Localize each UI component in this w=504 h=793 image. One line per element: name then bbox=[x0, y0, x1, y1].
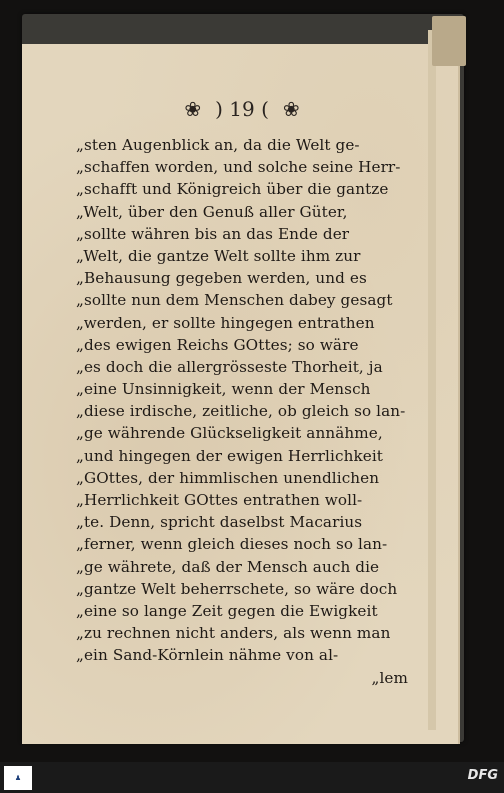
text-line: „diese irdische, zeitliche, ob gleich so lan- bbox=[76, 402, 406, 421]
cover-corner bbox=[432, 16, 466, 66]
text-line: „es doch die allergrösseste Thorheit, ja bbox=[76, 357, 383, 376]
library-logo-icon[interactable]: ♟ bbox=[4, 766, 32, 790]
text-line: „GOttes, der himmlischen unendlichen bbox=[76, 468, 380, 487]
flower-ornament-icon: ❀ bbox=[282, 97, 300, 121]
text-line: „schaffen worden, und solche seine Herr- bbox=[76, 158, 401, 177]
text-line: „sollte nun dem Menschen dabey gesagt bbox=[76, 291, 393, 310]
text-line: „gantze Welt beherrschete, so wäre doch bbox=[76, 579, 398, 598]
text-line: „werden, er sollte hingegen entrathen bbox=[76, 313, 375, 332]
text-line: „schafft und Königreich über die gantze bbox=[76, 180, 389, 199]
book-page bbox=[22, 44, 460, 744]
text-line: „des ewigen Reichs GOttes; so wäre bbox=[76, 335, 359, 354]
text-line: „eine so lange Zeit gegen die Ewigkeit bbox=[76, 601, 378, 620]
text-line: „Welt, über den Genuß aller Güter, bbox=[76, 202, 348, 221]
text-line: „ge währende Glückseligkeit annähme, bbox=[76, 424, 383, 443]
text-line: „eine Unsinnigkeit, wenn der Mensch bbox=[76, 380, 371, 399]
catchword: „lem bbox=[371, 668, 408, 687]
text-line: „ein Sand-Körnlein nähme von al- bbox=[76, 646, 339, 665]
page-header bbox=[162, 94, 322, 124]
text-line: „Behausung gegeben werden, und es bbox=[76, 269, 367, 288]
body-text bbox=[76, 134, 408, 689]
text-line: „sollte währen bis an das Ende der bbox=[76, 224, 350, 243]
flower-ornament-icon: ❀ bbox=[184, 97, 202, 121]
text-line: „sten Augenblick an, da die Welt ge- bbox=[76, 136, 360, 154]
dfg-logo[interactable]: DFG bbox=[467, 768, 498, 783]
text-line: „Welt, die gantze Welt sollte ihm zur bbox=[76, 246, 361, 265]
text-line: „und hingegen der ewigen Herrlichkeit bbox=[76, 446, 383, 465]
text-line: „zu rechnen nicht anders, als wenn man bbox=[76, 624, 391, 643]
text-line: „ferner, wenn gleich dieses noch so lan- bbox=[76, 535, 388, 554]
text-line: „ge währete, daß der Mensch auch die bbox=[76, 557, 380, 576]
text-line: „te. Denn, spricht daselbst Macarius bbox=[76, 513, 363, 532]
book-cover bbox=[22, 14, 464, 742]
page-edge bbox=[428, 30, 436, 730]
viewer-footer bbox=[0, 762, 504, 793]
text-line: „Herrlichkeit GOttes entrathen woll- bbox=[76, 491, 363, 509]
page-number: ) 19 ( bbox=[215, 97, 269, 121]
